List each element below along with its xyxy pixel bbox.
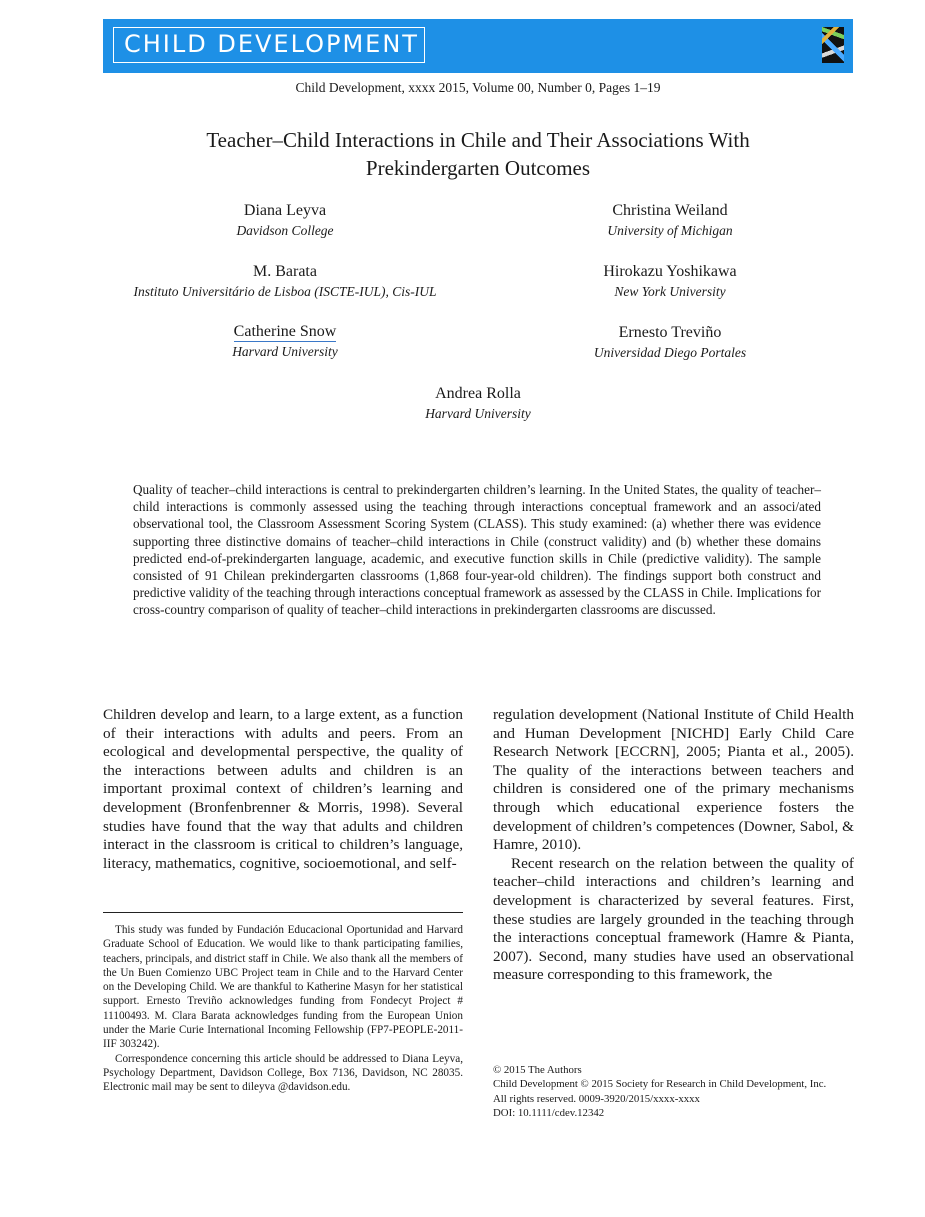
author-name[interactable]: Andrea Rolla — [435, 385, 521, 402]
author-block — [185, 323, 385, 362]
author-name[interactable]: Christina Weiland — [612, 202, 728, 219]
copyright-society: Child Development © 2015 Society for Research in Child Development, Inc. — [493, 1078, 827, 1091]
author-name[interactable]: Ernesto Treviño — [618, 324, 722, 341]
author-name-link[interactable]: Catherine Snow — [233, 323, 337, 340]
copyright-authors: © 2015 The Authors — [493, 1064, 582, 1076]
author-block — [185, 201, 385, 241]
abstract: Quality of teacher–child interactions is central to prekindergarten children’s learning. In the United States, the quality of teacher–child interactions is commonly assessed using the teaching through interactions conceptual framework and an associ/ated observational tool, the Classroom Assessment Scoring System (CLASS). This study examined: (a) whether there was evidence supporting three distinctive domains of teacher–child interactions in Chile (construct validity) and (b) whether these domains predicted end-of-prekindergarten language, academic, and executive function skills in Chile (predictive validity). The sample consisted of 91 Chilean prekindergarten classrooms (1,868 four-year-old children). The findings support both construct and predictive validity of the teaching through interactions conceptual framework as assessed by the CLASS in Chile. Implications for cross-country comparison of quality of teacher–child interactions in prekindergarten classrooms are discussed. — [133, 482, 821, 618]
journal-name: CHILD DEVELOPMENT — [113, 27, 425, 63]
footnotes — [103, 923, 463, 1095]
journal-citation: Child Development, xxxx 2015, Volume 00, Number 0, Pages 1–19 — [295, 80, 661, 95]
body-paragraph: Recent research on the relation between the quality of teacher–child interactions and children’s learning and development is characterized by several features. First, these studies are largely grounded in the teaching through the interactions conceptual framework (Hamre & Pianta, 2007). Second, many studies have used an observational measure corresponding to this framework, the — [493, 854, 854, 984]
author-block — [95, 262, 475, 302]
author-name[interactable]: M. Barata — [253, 263, 317, 280]
journal-logo-icon — [822, 27, 844, 63]
author-affiliation: University of Michigan — [607, 223, 733, 238]
author-affiliation: New York University — [614, 284, 726, 299]
body-column-right — [493, 706, 854, 985]
author-block — [550, 201, 790, 241]
publication-info — [493, 1063, 863, 1120]
body-paragraph: Children develop and learn, to a large extent, as a function of their interactions with adults and peers. From an ecological and developmental perspective, the quality of the interactions between adults and children is an important proximal context of children’s learning and development (Bronfenbrenner & Morris, 1998). Several studies have found that the way that adults and children interact in the classroom is critical to children’s language, literacy, mathematics, cognitive, socioemotional, and self- — [103, 706, 463, 872]
author-name[interactable]: Hirokazu Yoshikawa — [603, 263, 737, 280]
funding-note: This study was funded by Fundación Educacional Oportunidad and Harvard Graduate School of Education. We would like to thank participating families, teachers, principals, and district staff in Chile. We also thank all the members of the Un Buen Comienzo UBC Project team in Chile and to the Harvard Center on the Developing Child. We are thankful to Katherine Masyn for her statistical support. Ernesto Treviño acknowledges funding from Fondecyt Project # 11100493. M. Clara Barata acknowledges funding from the European Union under the Marie Curie International Incoming Fellowship (FP7-PEOPLE-2011-IIF 303242). — [103, 924, 463, 1051]
author-block — [378, 384, 578, 424]
doi[interactable]: DOI: 10.1111/cdev.12342 — [493, 1106, 605, 1119]
author-affiliation: Harvard University — [425, 406, 531, 421]
author-affiliation: Instituto Universitário de Lisboa (ISCTE-IUL), Cis-IUL — [133, 284, 437, 299]
rights-statement: All rights reserved. 0009-3920/2015/xxxx-xxxx — [493, 1092, 700, 1105]
author-block — [550, 323, 790, 363]
author-name[interactable]: Diana Leyva — [243, 202, 327, 219]
journal-banner — [103, 19, 853, 73]
author-block — [550, 262, 790, 302]
footnote-divider — [103, 912, 463, 913]
body-column-left — [103, 706, 463, 873]
author-affiliation: Harvard University — [232, 344, 338, 359]
correspondence-note: Correspondence concerning this article should be addressed to Diana Leyva, Psychology Department, Davidson College, Box 7136, Davidson, NC 28035. Electronic mail may be sent to dileyva @davidson.edu. — [103, 1052, 463, 1094]
article-title: Teacher–Child Interactions in Chile and Their Associations With Prekindergarten Outcomes — [206, 128, 750, 180]
author-affiliation: Universidad Diego Portales — [593, 345, 747, 360]
body-paragraph: regulation development (National Institute of Child Health and Human Development [NICHD] Early Child Care Research Network [ECCRN], 2005; Pianta et al., 2005). The quality of the interactions between teachers and children is considered one of the primary mechanisms through which educational experience fosters the development of children’s competences (Downer, Sabol, & Hamre, 2010). — [493, 706, 854, 854]
author-affiliation: Davidson College — [236, 223, 334, 238]
